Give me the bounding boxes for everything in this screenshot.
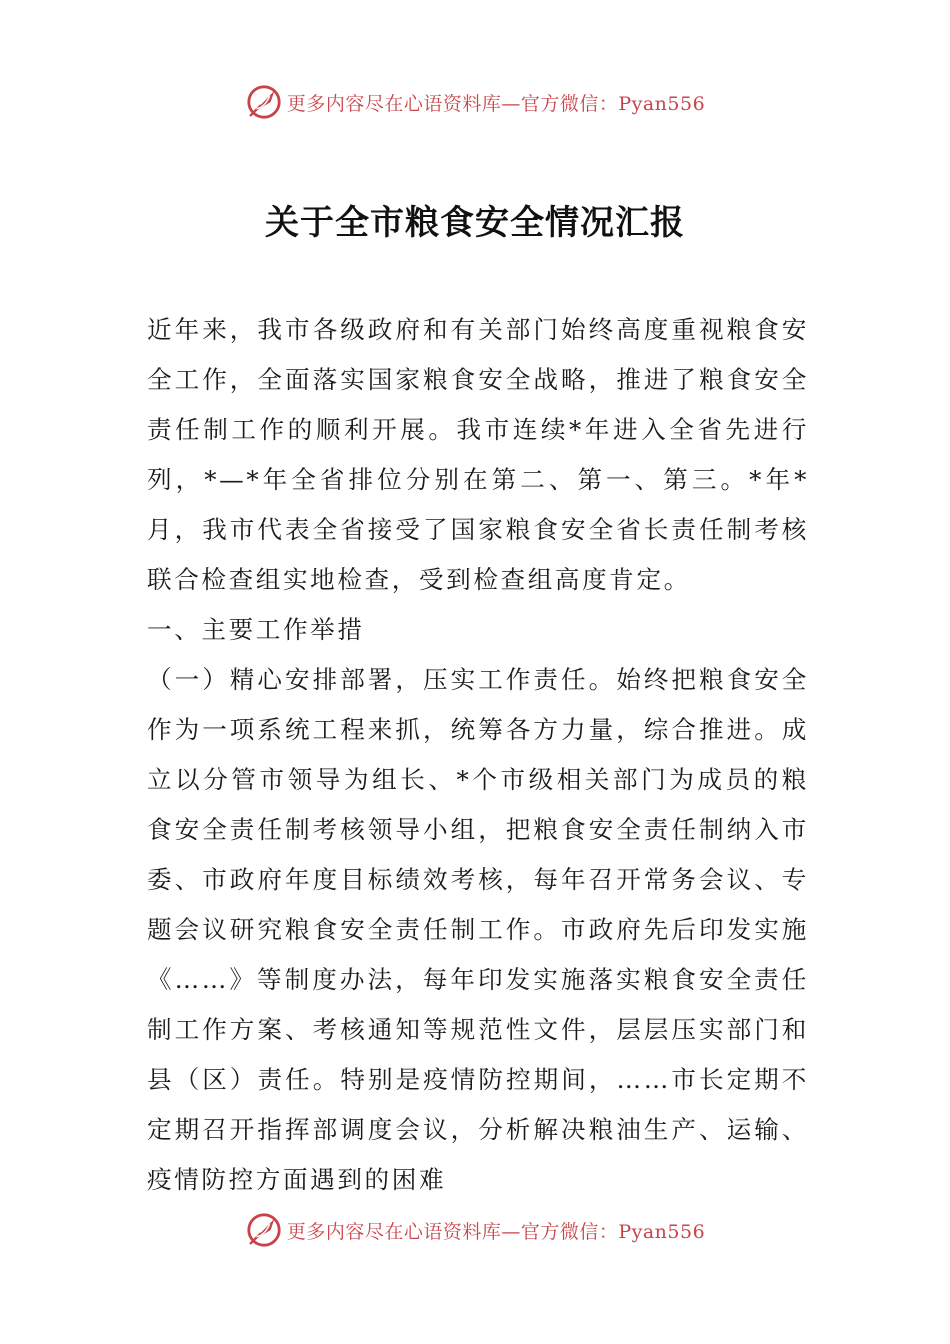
watermark-text: 更多内容尽在心语资料库—官方微信：Pyan556 (286, 92, 706, 115)
quill-pen-logo-icon (245, 83, 283, 121)
header-watermark (0, 80, 950, 124)
paragraph-measures: （一）精心安排部署，压实工作责任。始终把粮食安全作为一项系统工程来抓，统筹各方力量，综合推进。成立以分管市领导为组长、*个市级相关部门为成员的粮食安全责任制考核领导小组，把粮食安全责任制纳入市委、市政府年度目标绩效考核，每年召开常务会议、专题会议研究粮食安全责任制工作。市政府先后印发实施《……》等制度办法，每年印发实施落实粮食安全责任制工作方案、考核通知等规范性文件，层层压实部门和县（区）责任。特别是疫情防控期间，……市长定期不定期召开指挥部调度会议，分析解决粮油生产、运输、疫情防控方面遇到的困难 (147, 665, 809, 1194)
document-body (147, 305, 809, 1205)
section-heading: 一、主要工作举措 (147, 615, 365, 644)
watermark-text: 更多内容尽在心语资料库—官方微信：Pyan556 (286, 1220, 706, 1243)
quill-pen-logo-icon (245, 1211, 283, 1249)
footer-watermark (0, 1208, 950, 1252)
paragraph-intro: 近年来，我市各级政府和有关部门始终高度重视粮食安全工作，全面落实国家粮食安全战略，推进了粮食安全责任制工作的顺利开展。我市连续*年进入全省先进行列，*—*年全省排位分别在第二、第一、第三。*年*月，我市代表全省接受了国家粮食安全省长责任制考核联合检查组实地检查，受到检查组高度肯定。 (147, 315, 809, 594)
document-title: 关于全市粮食安全情况汇报 (265, 202, 685, 243)
